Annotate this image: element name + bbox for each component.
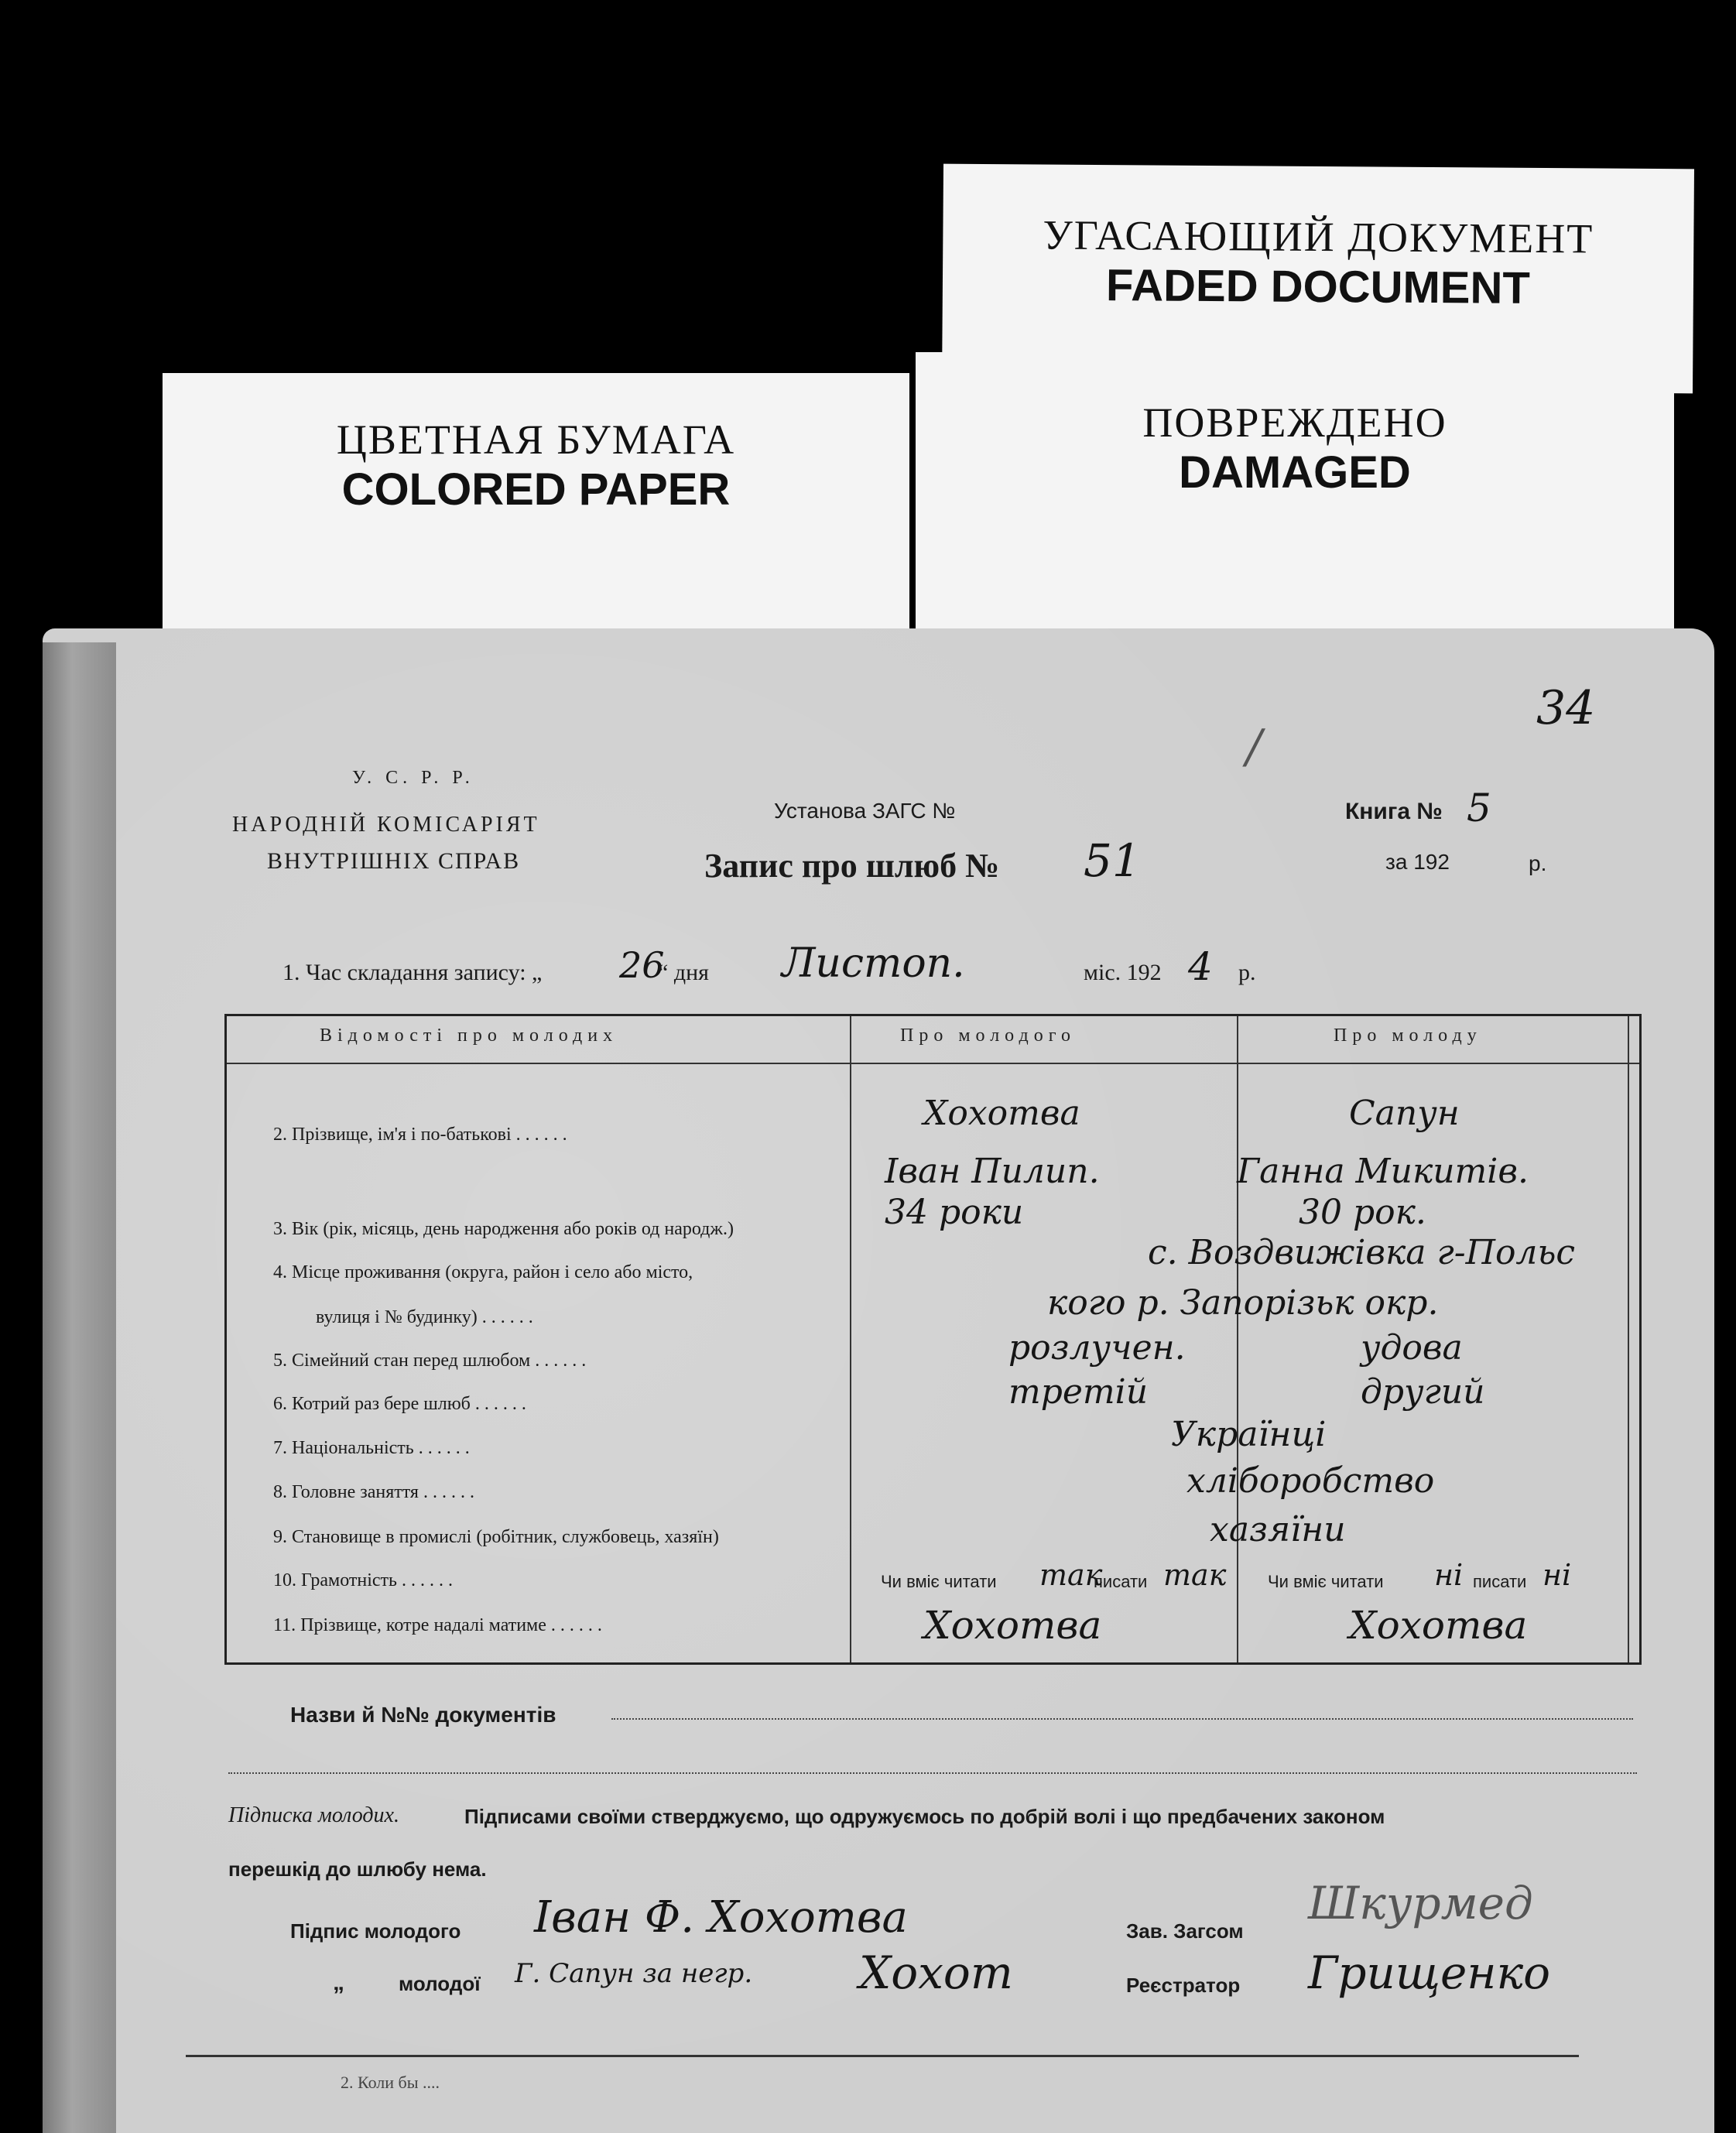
groom-read-label: Чи вміє читати xyxy=(881,1572,997,1591)
book-number: 5 xyxy=(1467,786,1491,830)
bride-can-write: ні xyxy=(1543,1558,1572,1592)
trade-status-value: хазяїни xyxy=(1210,1510,1346,1549)
record-day: 26 xyxy=(619,944,665,986)
damaged-card-ru: ПОВРЕЖДЕНО xyxy=(1142,399,1447,446)
row-residence-street: вулиця і № будинку) . . . . . . xyxy=(316,1307,533,1327)
residence-line-1: с. Воздвижівка г-Польс xyxy=(1148,1233,1576,1272)
row-age: 3. Вік (рік, місяць, день народження або років од народж.) xyxy=(273,1219,734,1239)
header-groom: Про молодого xyxy=(900,1025,1076,1046)
nationality-value: Українці xyxy=(1171,1415,1327,1454)
colored-card-ru: ЦВЕТНАЯ БУМАГА xyxy=(336,416,736,463)
bottom-rule xyxy=(186,2055,1579,2057)
year-suffix: р. xyxy=(1529,851,1547,875)
bride-surname: Сапун xyxy=(1349,1094,1460,1133)
record-number: 51 xyxy=(1084,834,1141,887)
bride-marital-status: удова xyxy=(1361,1328,1463,1368)
groom-new-surname: Хохотва xyxy=(923,1603,1102,1648)
row-residence: 4. Місце проживання (округа, район і село або місто, xyxy=(273,1262,693,1282)
book-spine xyxy=(43,642,116,2133)
bride-new-surname: Хохотва xyxy=(1349,1603,1528,1648)
bride-signature: Хохот xyxy=(859,1946,1013,1999)
occupation-value: хліборобство xyxy=(1186,1461,1435,1501)
head-signature: Шкурмед xyxy=(1308,1877,1533,1929)
groom-name: Іван Пилип. xyxy=(885,1152,1100,1191)
registrar-signature-label: Реєстратор xyxy=(1126,1974,1241,1997)
head-signature-label: Зав. Загсом xyxy=(1126,1919,1244,1943)
bride-read-label: Чи вміє читати xyxy=(1268,1572,1384,1591)
declaration-text-2: перешкід до шлюбу нема. xyxy=(228,1857,487,1881)
header-couple-info: Відомості про молодих xyxy=(320,1025,618,1046)
header-bride: Про молоду xyxy=(1334,1025,1482,1046)
colored-paper-card xyxy=(163,373,909,652)
groom-surname: Хохотва xyxy=(923,1094,1080,1133)
row-marital-status: 5. Сімейний стан перед шлюбом . . . . . . xyxy=(273,1351,587,1371)
bride-marriage-count: другий xyxy=(1361,1372,1485,1412)
documents-line-2 xyxy=(228,1772,1637,1774)
declaration-title: Підписка молодих. xyxy=(228,1803,399,1827)
record-date-label: 1. Час складання запису: „ xyxy=(282,960,543,985)
groom-marital-status: розлучен. xyxy=(1008,1328,1186,1368)
tick-mark: / xyxy=(1246,720,1262,774)
row-occupation: 8. Головне заняття . . . . . . xyxy=(273,1482,474,1502)
registrar-signature: Грищенко xyxy=(1308,1946,1551,1999)
usrr-label: У. С. Р. Р. xyxy=(352,768,474,788)
bride-signature-note: Г. Сапун за негр. xyxy=(515,1958,753,1989)
bride-name: Ганна Микитів. xyxy=(1237,1152,1529,1191)
row-name: 2. Прізвище, ім'я і по-батькові . . . . . . xyxy=(273,1125,567,1145)
documents-label: Назви й №№ документів xyxy=(290,1703,556,1727)
record-title: Запис про шлюб № xyxy=(704,847,1000,885)
page-number: 34 xyxy=(1536,681,1596,735)
bride-can-read: ні xyxy=(1434,1558,1464,1592)
month-label: міс. 192 xyxy=(1084,960,1162,985)
documents-line xyxy=(611,1718,1633,1720)
faded-card-ru: УГАСАЮЩИЙ ДОКУМЕНТ xyxy=(1043,211,1594,262)
bride-write-label: писати xyxy=(1473,1572,1527,1591)
row-trade-status: 9. Становище в промислі (робітник, службовець, хазяїн) xyxy=(273,1527,719,1547)
commissariat-line-1: НАРОДНІЙ КОМІСАРІЯТ xyxy=(232,813,540,837)
day-label: “ дня xyxy=(658,960,709,985)
groom-write-label: писати xyxy=(1094,1572,1148,1591)
record-month: Листоп. xyxy=(782,940,965,987)
row-literacy: 10. Грамотність . . . . . . xyxy=(273,1570,453,1590)
bride-age: 30 рок. xyxy=(1299,1193,1426,1232)
damaged-card xyxy=(916,352,1674,646)
damaged-card-en: DAMAGED xyxy=(1179,447,1411,498)
bride-signature-label: молодої xyxy=(399,1972,481,1995)
groom-age: 34 роки xyxy=(885,1193,1024,1232)
commissariat-line-2: ВНУТРІШНІХ СПРАВ xyxy=(267,848,521,874)
marriage-record-table xyxy=(224,1014,1642,1665)
footer-cut-text: 2. Коли бы .... xyxy=(341,2073,440,2092)
row-nationality: 7. Національність . . . . . . xyxy=(273,1438,470,1458)
groom-marriage-count: третій xyxy=(1008,1372,1149,1412)
zags-institution-label: Установа ЗАГС № xyxy=(774,799,956,823)
row-marriage-count: 6. Котрий раз бере шлюб . . . . . . xyxy=(273,1394,526,1414)
row-new-surname: 11. Прізвище, котре надалі матиме . . . . . . xyxy=(273,1615,602,1635)
faded-card-en: FADED DOCUMENT xyxy=(1105,260,1531,313)
groom-signature-label: Підпис молодого xyxy=(290,1919,461,1943)
groom-can-read: так xyxy=(1039,1558,1103,1592)
groom-can-write: так xyxy=(1163,1558,1227,1592)
year-label: за 192 xyxy=(1385,850,1450,874)
residence-line-2: кого р. Запорізьк окр. xyxy=(1047,1283,1439,1323)
book-label: Книга № xyxy=(1345,799,1443,824)
groom-signature: Іван Ф. Хохотва xyxy=(534,1892,908,1943)
bride-signature-prefix: „ xyxy=(333,1970,344,1995)
colored-card-en: COLORED PAPER xyxy=(341,464,731,515)
record-year-digit: 4 xyxy=(1188,944,1213,989)
declaration-text-1: Підписами своїми стверджуємо, що одружуємось по добрій волі і що предбачених законом xyxy=(464,1805,1385,1828)
record-year-suffix: р. xyxy=(1238,960,1256,985)
